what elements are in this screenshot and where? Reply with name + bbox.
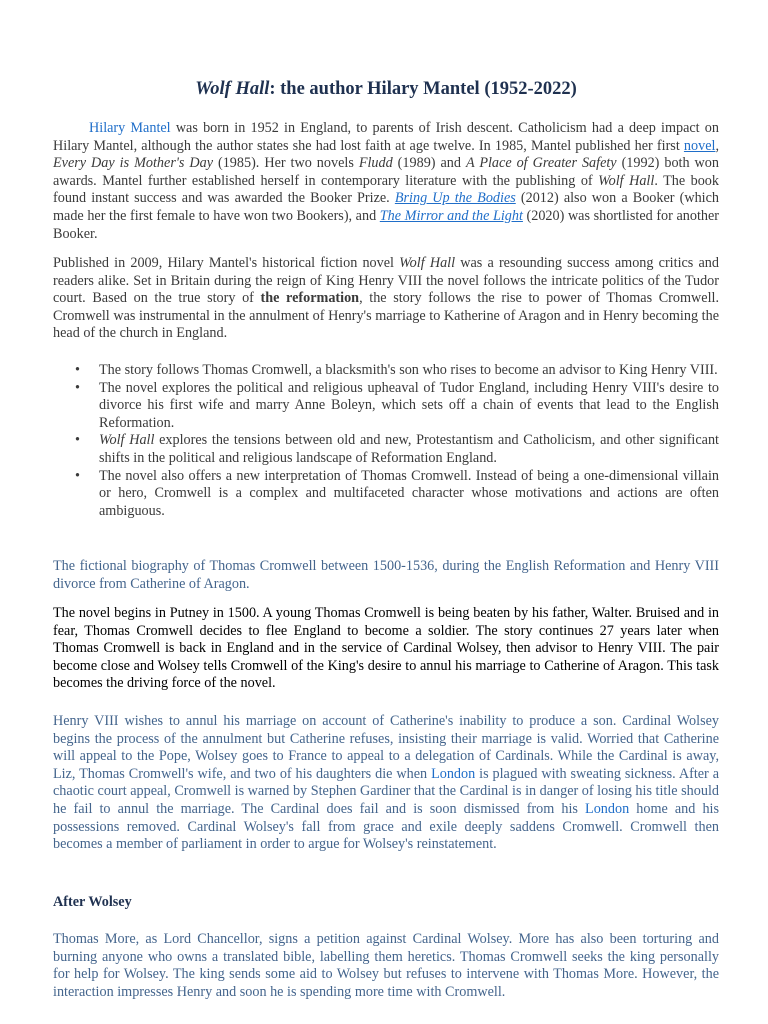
text: . The book found instant success and was awarded the Booker Prize. (53, 172, 719, 207)
bullet-item (53, 468, 719, 521)
book-title: Wolf Hall (99, 432, 155, 449)
london-link[interactable]: London (431, 765, 476, 782)
text: (1989) and (392, 155, 466, 172)
annulment-paragraph (53, 713, 719, 854)
summary-bullet-list (53, 362, 719, 520)
text: Published in 2009, Hilary Mantel's historical fiction novel (53, 255, 400, 271)
text: (1985). Her two novels (213, 155, 359, 172)
text: was born in 1952 in England, to parents of Irish descent. Catholicism had a deep impact on Hilary Mantel, although the author states she had lost faith at age twelve. In 1985, Mantel published her first (53, 120, 719, 154)
bold-term: the reformation (260, 290, 360, 307)
hilary-mantel-link[interactable]: Hilary Mantel (89, 120, 171, 136)
bullet-item (53, 362, 719, 380)
intro-paragraph (53, 120, 719, 243)
book-title: Wolf Hall (399, 255, 456, 271)
bullet-icon: • (75, 467, 80, 484)
bullet-item (53, 432, 719, 467)
bullet-icon: • (75, 362, 80, 378)
text: home and his possessions removed. Cardinal Wolsey's fall from grace and exile deeply saddens Cromwell. Cromwell then becomes a member of parliament in order to argue for Wolsey's reinstatement. (53, 800, 720, 853)
text: was a resounding success among critics and readers alike. Set in Britain during the reign of King Henry VIII the novel follows the intricate politics of the Tudor court. Based on the true story of (53, 255, 719, 307)
book-title: A Place of Greater Safety (465, 155, 617, 172)
page-title (53, 76, 719, 102)
overview-paragraph (53, 255, 719, 343)
text: (2012) also won a Booker (which made her the first female to have won two Bookers), and (53, 190, 719, 224)
text: is plagued with sweating sickness. After a chaotic court appeal, Cromwell is warned by Stephen Gardiner that the Cardinal is in danger of losing his title should he fail to annul the marriage. The Cardinal does fail and is soon dismissed from his (53, 765, 720, 817)
novel-link[interactable]: novel (683, 137, 716, 154)
text: , (715, 137, 719, 154)
book-title: Every Day is Mother's Day (53, 155, 214, 172)
bullet-text: explores the tensions between old and new, Protestantism and Catholicism, and other significant shifts in the political and religious landscape of Reformation England. (99, 432, 719, 466)
plot-opening-paragraph: The novel begins in Putney in 1500. A young Thomas Cromwell is being beaten by his father, Walter. Bruised and in fear, Thomas Cromwell decides to flee England to become a soldier. The story continues 27 years later when Thomas Cromwell is back in England and in the service of Cardinal Wolsey, then advisor to Henry VIII. The pair become close and Wolsey tells Cromwell of the King's desire to annul his marriage to Catherine of Aragon. This task becomes the driving force of the novel. (53, 605, 719, 692)
bullet-text: The novel explores the political and religious upheaval of Tudor England, including Henry VIII's desire to divorce his first wife and marry Anne Boleyn, which sets off a chain of events that lead to the English Reformation. (99, 379, 719, 431)
bullet-icon: • (75, 379, 80, 396)
mirror-and-the-light-link[interactable]: The Mirror and the Light (379, 207, 523, 224)
title-rest: : the author Hilary Mantel (1952-2022) (269, 79, 577, 99)
text: , the story follows the rise to power of Thomas Cromwell. Cromwell was instrumental in the annulment of Henry's marriage to Katherine of Aragon and in Henry becoming the head of the church in England. (53, 290, 720, 342)
bullet-icon: • (75, 432, 80, 449)
bullet-item (53, 380, 719, 433)
bullet-text: The novel also offers a new interpretation of Thomas Cromwell. Instead of being a one-dimensional villain or hero, Cromwell is a complex and multifaceted character whose motivations and actions are often ambiguous. (99, 467, 719, 519)
book-title: Fludd (358, 155, 393, 172)
book-title: Wolf Hall (598, 172, 655, 189)
text: (1992) both won awards. Mantel further established herself in contemporary literature with the publishing of (53, 155, 719, 189)
biography-summary: The fictional biography of Thomas Cromwell between 1500-1536, during the English Reformation and Henry VIII divorce from Catherine of Aragon. (53, 558, 719, 592)
bullet-text: The story follows Thomas Cromwell, a blacksmith's son who rises to become an advisor to King Henry VIII. (99, 362, 718, 378)
text: Henry VIII wishes to annul his marriage on account of Catherine's inability to produce a son. Cardinal Wolsey begins the process of the annulment but Catherine refuses, insisting their marriage is valid. Worried that Catherine will appeal to the Pope, Wolsey goes to France to appeal to a delegation of Cardinals. While the Cardinal is away, Liz, Thomas Cromwell's wife, and two of his daughters die when (53, 713, 719, 782)
bring-up-the-bodies-link[interactable]: Bring Up the Bodies (394, 190, 516, 207)
text: (2020) was shortlisted for another Booker. (53, 207, 719, 242)
london-link[interactable]: London (585, 800, 630, 817)
title-italic: Wolf Hall (195, 79, 270, 99)
after-wolsey-paragraph: Thomas More, as Lord Chancellor, signs a petition against Cardinal Wolsey. More has also been torturing and burning anyone who owns a translated bible, labelling them heretics. Thomas Cromwell seeks the king personally for help for Wolsey. The king sends some aid to Wolsey but refuses to intervene with Thomas More. However, the interaction impresses Henry and soon he is spending more time with Cromwell. (53, 931, 719, 1000)
section-heading-after-wolsey: After Wolsey (53, 894, 132, 910)
